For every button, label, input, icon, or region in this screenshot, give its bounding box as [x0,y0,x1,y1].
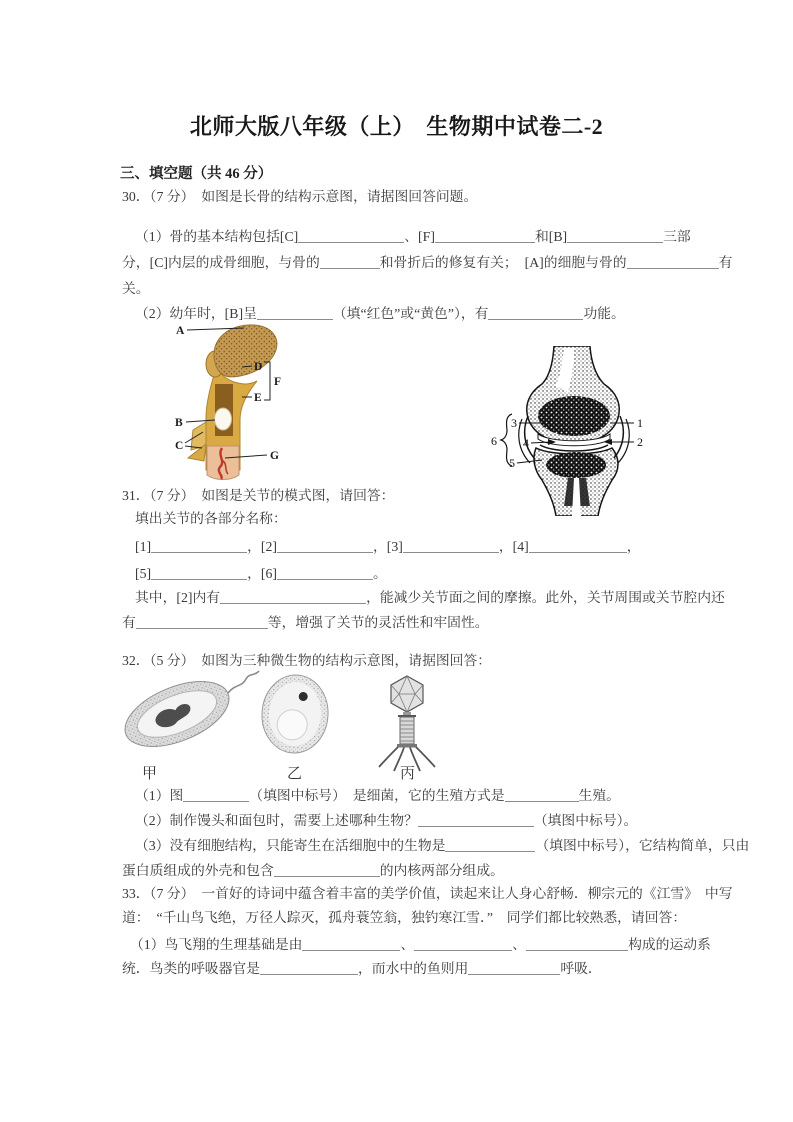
bone-lower-marrow [207,446,239,480]
q32-stem [122,651,491,671]
text-run: 33．（7 分） 一首好的诗词中蕴含着丰富的美学价值，读起来让人身心舒畅．柳宗元的《江雪》 中写 [122,886,733,901]
text-run: 和骨折后的修复有关； [A]的细胞与骨的 [379,255,627,270]
blank-field [435,229,535,243]
text-run: ，[4] [498,539,529,554]
caption-jia: 甲 [142,766,158,782]
text-run: 功能。 [583,306,625,321]
text-run: ，[6] [247,566,277,581]
text-run: 其中，[2]内有 [135,590,221,605]
text-run: （3）没有细胞结构，只能寄生在活细胞中的生物是 [135,838,446,853]
joint-diagram [490,346,660,516]
bone-label-e: E [254,392,262,404]
caption-bing: 丙 [400,766,416,782]
text-run: 和[B] [534,229,568,244]
blank-field [302,937,400,951]
q31-blanks-line1 [135,537,641,557]
text-run: ，能减少关节面之间的摩擦。此外，关节周围或关节腔内还 [366,590,725,605]
blank-field [136,615,268,629]
q33-stem-line1 [122,884,733,904]
blank-field [468,961,560,975]
text-run: 三部 [663,229,691,244]
marrow-cavity [215,408,232,430]
text-run: 、 [512,937,527,952]
joint-label-4: 4 [523,436,529,450]
text-run: 、 [400,937,415,952]
blank-field [151,539,247,553]
text-run: 32．（5 分） 如图为三种微生物的结构示意图，请据图回答： [122,653,492,668]
blank-field [220,590,366,604]
text-run: [1] [135,539,152,554]
bone-head-spongy [206,325,277,377]
text-run: 生殖。 [578,788,620,803]
yeast-figure [259,673,330,755]
text-run: 蛋白质组成的外壳和包含 [122,863,274,878]
text-run: （填图中标号） 是细菌，它的生殖方式是 [249,788,505,803]
q31-blanks-line2 [135,564,387,584]
q33-part1-line1 [130,935,711,955]
text-run: 、[F] [404,229,435,244]
text-run: （1）鸟飞翔的生理基础是由 [130,937,303,952]
text-run: （填“红色”或“黄色”），有 [332,306,489,321]
blank-field [627,255,719,269]
bone-label-f: F [274,376,282,388]
q32-part1-line [135,786,620,806]
q31-part3-line1 [135,588,725,608]
q31-part3-line2 [122,613,489,633]
q30-part1-line3 [122,279,150,299]
q30-stem [122,187,477,207]
bone-cutaway-cavity [215,384,234,436]
blank-field [445,838,535,852]
text-run: （2）幼年时，[B]呈 [135,306,257,321]
page-title: 北师大版八年级（上） 生物期中试卷二-2 [189,114,604,139]
text-run: ，而水中的鱼则用 [357,961,469,976]
long-bone-diagram [158,320,333,483]
blank-field [505,788,579,802]
bone-label-a: A [176,325,185,337]
blank-field [151,566,247,580]
text-run: 构成的运动系 [628,937,711,952]
q30-part1-line2 [122,253,732,273]
text-run: 有 [122,615,136,630]
text-run: 分，[C]内层的成骨细胞，与骨的 [122,255,320,270]
joint-label-2: 2 [637,435,643,449]
joint-label-5: 5 [509,456,515,470]
joint-label-1: 1 [637,416,643,430]
blank-field [418,813,534,827]
blank-field [183,788,249,802]
microorganisms-diagram [115,670,460,782]
joint-label-6: 6 [491,434,497,448]
blank-field [567,229,663,243]
text-run: 有 [718,255,733,270]
text-run: 30．（7 分） 如图是长骨的结构示意图，请据图回答问题。 [122,189,478,204]
text-run: （填图中标号）。 [533,813,638,828]
text-run: 填出关节的各部分名称： [135,511,287,526]
blank-field [260,961,358,975]
bone-label-b: B [175,417,183,429]
bacteriophage-figure [379,676,435,771]
text-run: 关。 [122,281,150,296]
text-run: 呼吸． [560,961,602,976]
flagellum [228,671,259,693]
blank-field [488,306,583,320]
text-run: ，[2] [247,539,277,554]
text-run: ，[3] [372,539,403,554]
bacterium-figure [116,670,259,760]
section-header: 三、填空题（共 46 分） [120,166,273,182]
caption-yi: 乙 [287,766,303,782]
blank-field [298,229,404,243]
text-run: 。 [372,566,387,581]
blank-field [403,539,499,553]
text-run: （2）制作馒头和面包时，需要上述哪种生物？ [135,813,418,828]
bone-label-c: C [175,440,184,452]
q32-part3-line2 [122,861,504,881]
joint-label-3: 3 [511,416,517,430]
periosteum-flaps [188,422,206,461]
lower-bone [534,448,618,516]
bone-label-d: D [254,361,263,373]
q31-subtitle [135,509,287,529]
q33-stem-line2 [122,908,686,928]
q32-part3-line1 [135,836,749,856]
q31-stem [122,486,394,506]
text-run: 的内核两部分组成。 [379,863,504,878]
blank-field [274,863,380,877]
blank-field [529,539,627,553]
blank-field [526,937,628,951]
upper-bone [527,346,619,443]
text-run: [5] [135,566,152,581]
text-run: ， [626,539,641,554]
blank-field [320,255,380,269]
blank-field [414,937,512,951]
text-run: （1）图 [135,788,184,803]
q30-part1-line1 [135,227,691,247]
text-run: 道： “千山鸟飞绝，万径人踪灭，孤舟蓑笠翁，独钓寒江雪．” 同学们都比较熟悉，请回答： [122,910,687,925]
text-run: （1）骨的基本结构包括[C] [135,229,299,244]
blank-field [277,539,373,553]
bone-label-g: G [270,450,279,462]
blank-field [277,566,373,580]
text-run: （填图中标号），它结构简单，只由 [535,838,750,853]
text-run: 31．（7 分） 如图是关节的模式图，请回答： [122,488,395,503]
q32-part2-line [135,811,637,831]
text-run: 等，增强了关节的灵活性和牢固性。 [267,615,489,630]
micro-captions [142,765,415,782]
text-run: 统．鸟类的呼吸器官是 [122,961,260,976]
q33-part1-line2 [122,959,602,979]
phage-baseplate [397,744,417,748]
blank-field [257,306,333,320]
